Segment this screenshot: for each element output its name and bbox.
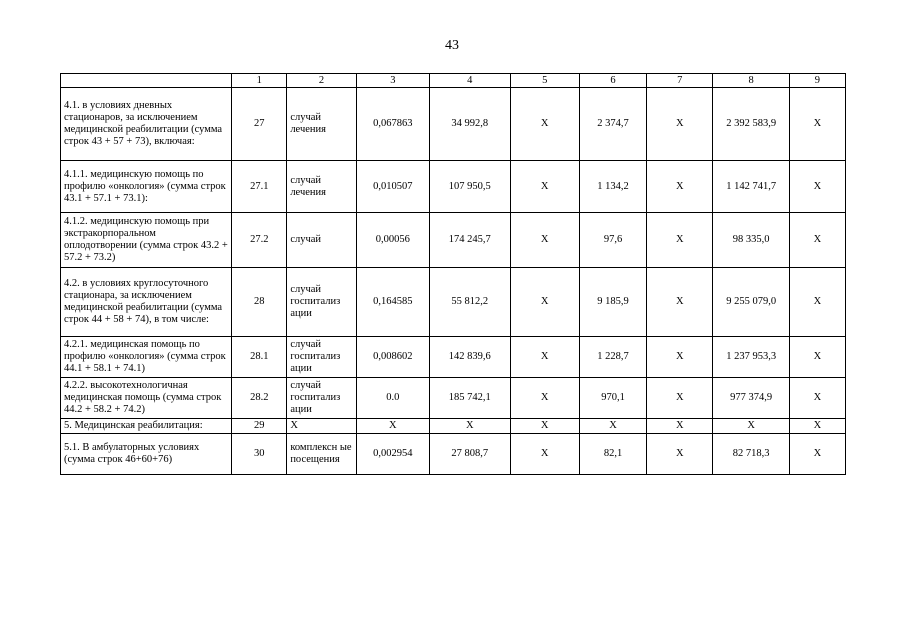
value-cell-6: X [579,419,646,434]
line-number-cell: 29 [232,419,287,434]
value-cell-4: 55 812,2 [430,268,511,337]
line-number-cell: 27.1 [232,161,287,213]
value-cell-7: X [647,434,713,475]
table-row [61,337,846,378]
value-cell-8: 977 374,9 [713,378,789,419]
column-number-cell: 5 [510,74,579,88]
value-cell-8: 98 335,0 [713,213,789,268]
value-cell-9: X [789,88,845,161]
table-row [61,88,846,161]
column-number-row [61,74,846,88]
unit-cell: случай [287,213,356,268]
value-cell-5: X [510,88,579,161]
value-cell-6: 2 374,7 [579,88,646,161]
line-number-cell: 27.2 [232,213,287,268]
value-cell-3: 0,008602 [356,337,429,378]
table-row [61,268,846,337]
row-name-cell: 4.1. в условиях дневных стационаров, за исключением медицинской реабилитации (сумма строк 43 + 57 + 73), включая: [61,88,232,161]
column-number-cell: 9 [789,74,845,88]
value-cell-7: X [647,378,713,419]
value-cell-3: 0,00056 [356,213,429,268]
value-cell-6: 1 134,2 [579,161,646,213]
column-number-cell: 3 [356,74,429,88]
value-cell-5: X [510,378,579,419]
table-row [61,378,846,419]
row-name-cell: 5.1. В амбулаторных условиях (сумма строк 46+60+76) [61,434,232,475]
unit-cell: случай госпитализ ации [287,268,356,337]
column-number-cell: 7 [647,74,713,88]
value-cell-6: 82,1 [579,434,646,475]
unit-cell: случай лечения [287,88,356,161]
value-cell-3: 0,067863 [356,88,429,161]
value-cell-3: 0.0 [356,378,429,419]
value-cell-6: 1 228,7 [579,337,646,378]
value-cell-9: X [789,337,845,378]
value-cell-6: 9 185,9 [579,268,646,337]
value-cell-8: X [713,419,789,434]
column-number-cell: 2 [287,74,356,88]
value-cell-7: X [647,419,713,434]
value-cell-5: X [510,268,579,337]
value-cell-9: X [789,419,845,434]
table-row [61,161,846,213]
unit-cell: случай госпитализ ации [287,337,356,378]
value-cell-3: 0,010507 [356,161,429,213]
column-number-cell: 1 [232,74,287,88]
value-cell-6: 97,6 [579,213,646,268]
table-row [61,419,846,434]
value-cell-8: 1 142 741,7 [713,161,789,213]
row-name-cell: 4.1.1. медицинскую помощь по профилю «онкология» (сумма строк 43.1 + 57.1 + 73.1): [61,161,232,213]
value-cell-4: 27 808,7 [430,434,511,475]
value-cell-4: 142 839,6 [430,337,511,378]
value-cell-6: 970,1 [579,378,646,419]
value-cell-4: 174 245,7 [430,213,511,268]
row-name-cell: 4.2.1. медицинская помощь по профилю «онкология» (сумма строк 44.1 + 58.1 + 74.1) [61,337,232,378]
row-name-cell: 4.2. в условиях круглосуточного стационара, за исключением медицинской реабилитации (сумма строк 44 + 58 + 74), в том числе: [61,268,232,337]
table-row [61,434,846,475]
line-number-cell: 27 [232,88,287,161]
value-cell-5: X [510,419,579,434]
column-number-cell: 4 [430,74,511,88]
value-cell-8: 2 392 583,9 [713,88,789,161]
unit-cell: комплексн ые посещения [287,434,356,475]
value-cell-9: X [789,268,845,337]
value-cell-5: X [510,337,579,378]
unit-cell: случай госпитализ ации [287,378,356,419]
value-cell-7: X [647,337,713,378]
value-cell-4: 107 950,5 [430,161,511,213]
value-cell-9: X [789,434,845,475]
value-cell-4: 34 992,8 [430,88,511,161]
line-number-cell: 28 [232,268,287,337]
value-cell-5: X [510,213,579,268]
value-cell-3: 0,164585 [356,268,429,337]
column-number-cell [61,74,232,88]
table-row [61,213,846,268]
page-number: 43 [445,38,459,53]
value-cell-7: X [647,88,713,161]
value-cell-4: X [430,419,511,434]
value-cell-8: 82 718,3 [713,434,789,475]
value-cell-9: X [789,161,845,213]
value-cell-9: X [789,213,845,268]
value-cell-4: 185 742,1 [430,378,511,419]
value-cell-7: X [647,268,713,337]
line-number-cell: 28.2 [232,378,287,419]
unit-cell: X [287,419,356,434]
value-cell-7: X [647,161,713,213]
value-cell-3: 0,002954 [356,434,429,475]
value-cell-8: 9 255 079,0 [713,268,789,337]
value-cell-9: X [789,378,845,419]
unit-cell: случай лечения [287,161,356,213]
data-table [60,73,846,475]
row-name-cell: 4.2.2. высокотехнологичная медицинская помощь (сумма строк 44.2 + 58.2 + 74.2) [61,378,232,419]
value-cell-7: X [647,213,713,268]
value-cell-5: X [510,434,579,475]
row-name-cell: 5. Медицинская реабилитация: [61,419,232,434]
value-cell-3: X [356,419,429,434]
row-name-cell: 4.1.2. медицинскую помощь при экстракорпоральном оплодотворении (сумма строк 43.2 + 57.2 + 73.2) [61,213,232,268]
line-number-cell: 28.1 [232,337,287,378]
value-cell-5: X [510,161,579,213]
column-number-cell: 8 [713,74,789,88]
value-cell-8: 1 237 953,3 [713,337,789,378]
column-number-cell: 6 [579,74,646,88]
line-number-cell: 30 [232,434,287,475]
